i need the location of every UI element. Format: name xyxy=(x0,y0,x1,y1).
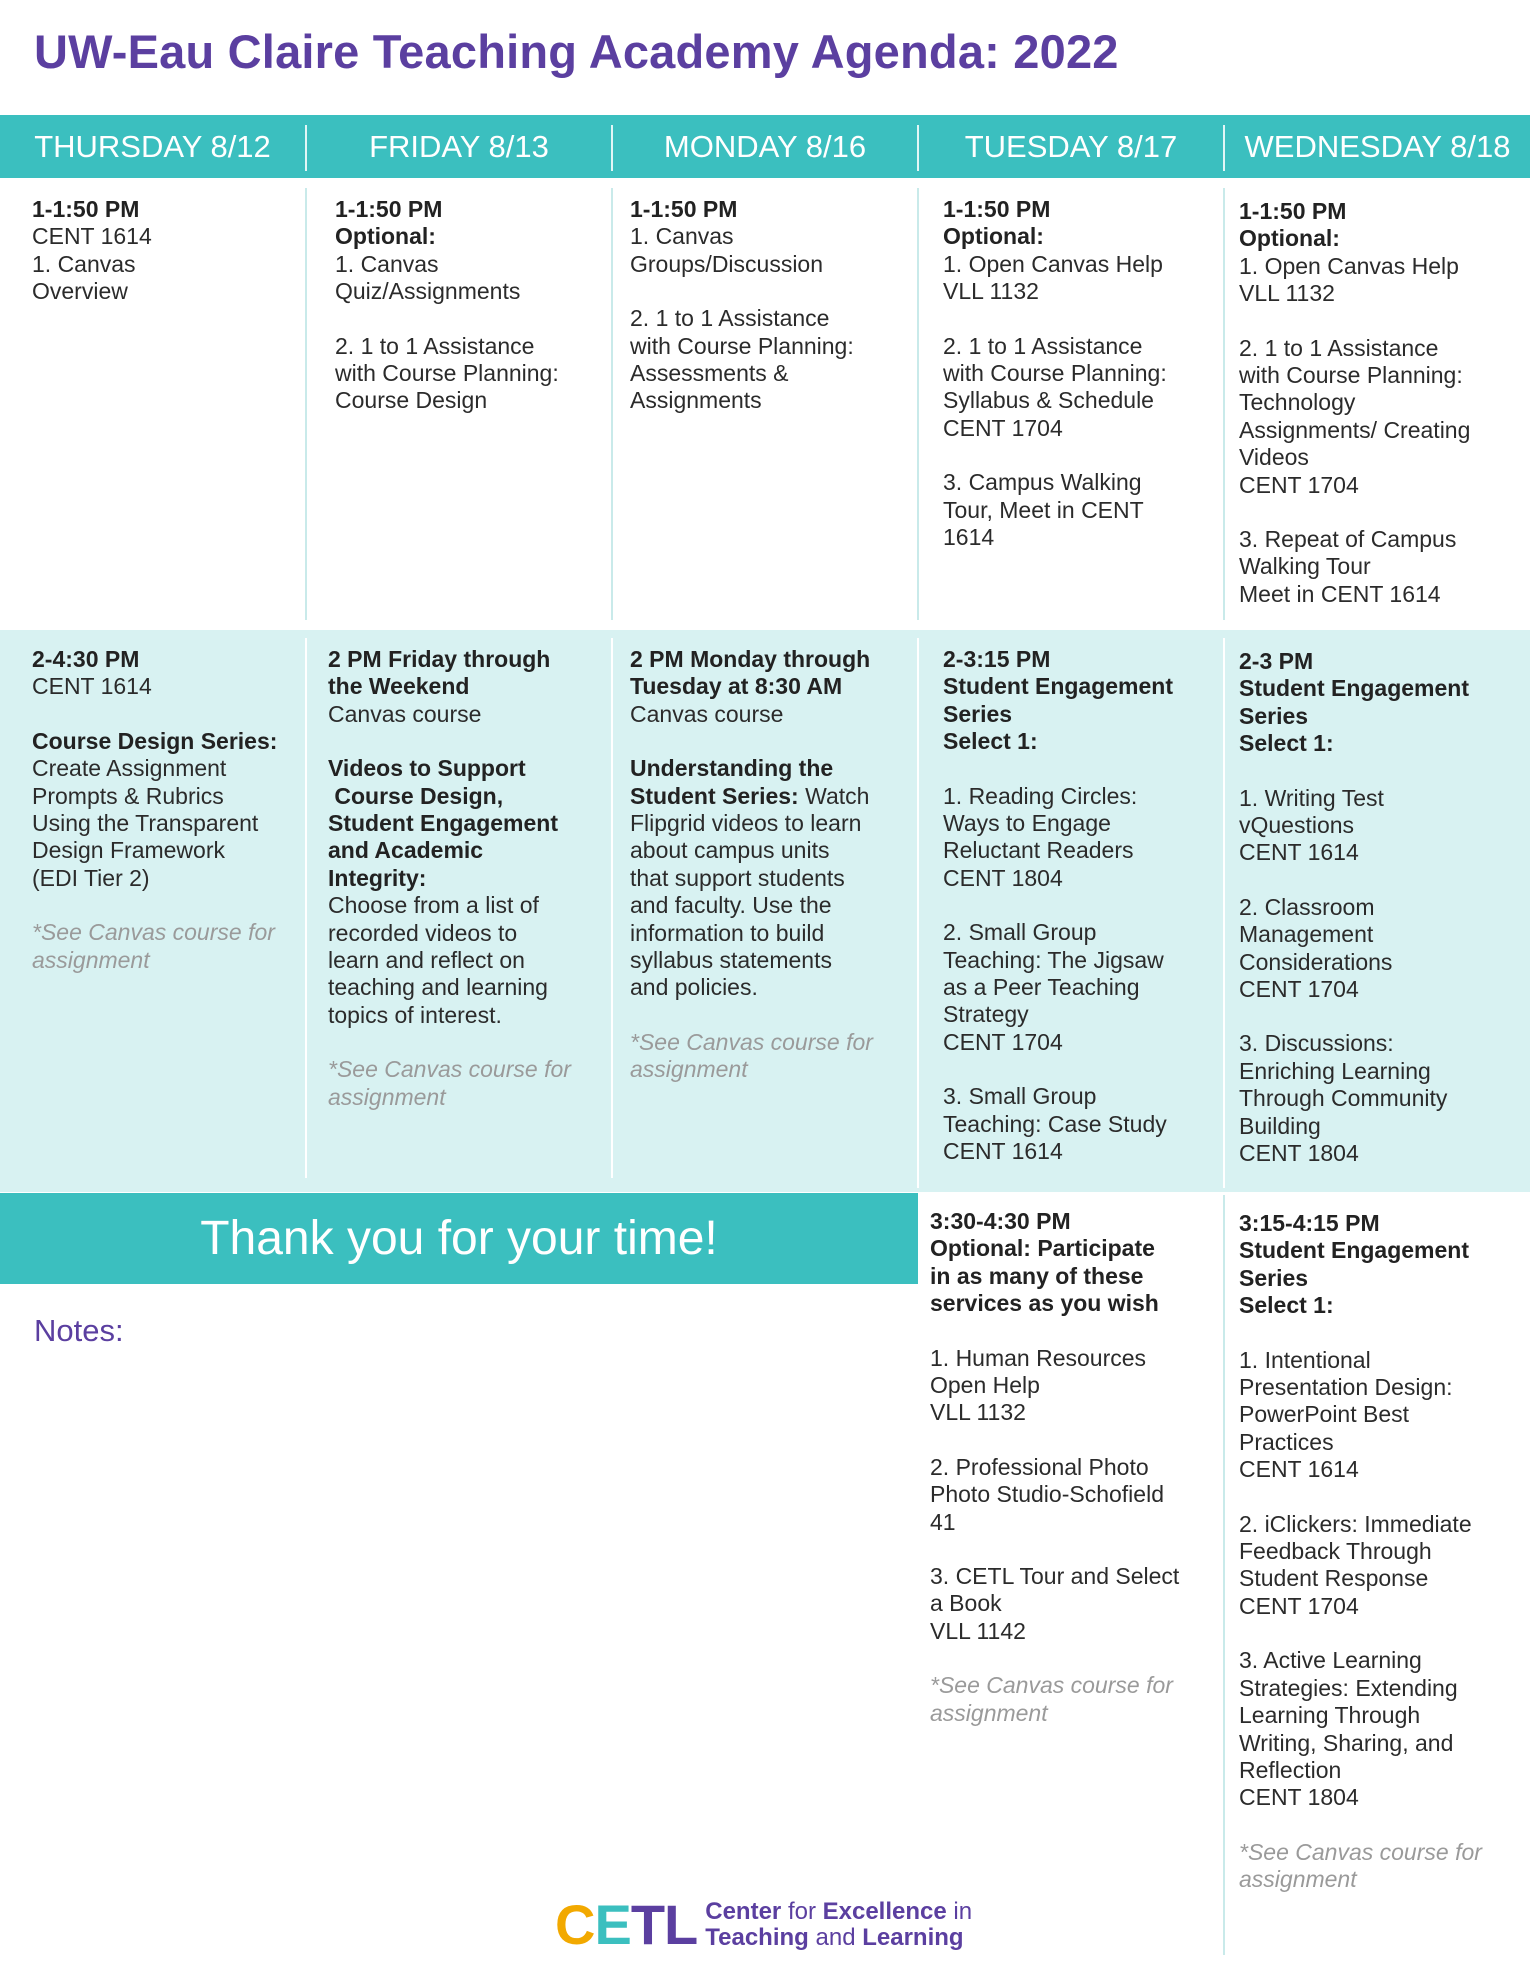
session-text: Assignments/ Creating xyxy=(1239,416,1471,443)
session-text: 1. Canvas xyxy=(335,250,439,277)
session-text: Overview xyxy=(32,278,128,305)
session-text: Quiz/Assignments xyxy=(335,278,521,305)
series-title: Student Engagement xyxy=(1239,675,1470,702)
column-divider xyxy=(611,188,613,620)
session-text: 2. 1 to 1 Assistance xyxy=(943,332,1143,359)
session-text: Student Response xyxy=(1239,1565,1429,1592)
session-friday-1pm xyxy=(335,196,607,415)
session-text: Prompts & Rubrics xyxy=(32,782,224,809)
day-header-thursday: THURSDAY 8/12 xyxy=(34,128,271,164)
session-label: Optional: xyxy=(335,223,436,250)
session-time: 1-1:50 PM xyxy=(943,196,1051,222)
session-text: Create Assignment xyxy=(32,755,227,782)
session-text: 2. Professional Photo xyxy=(930,1453,1149,1480)
column-divider xyxy=(1223,188,1225,620)
session-text: recorded videos to xyxy=(328,919,518,946)
session-time: 2 PM Monday through xyxy=(630,646,871,672)
session-text: Tour, Meet in CENT xyxy=(943,496,1144,523)
session-text: Strategies: Extending xyxy=(1239,1674,1458,1701)
session-room: CENT 1614 xyxy=(32,673,152,700)
session-thursday-2pm xyxy=(32,646,302,974)
session-wednesday-315pm xyxy=(1239,1210,1524,1894)
session-text: 3. Repeat of Campus xyxy=(1239,526,1457,553)
session-time: 2-4:30 PM xyxy=(32,646,140,672)
canvas-note: *See Canvas course for xyxy=(1239,1838,1482,1865)
session-wednesday-1pm xyxy=(1239,198,1524,608)
logo-letter: T xyxy=(630,1893,665,1956)
session-room: CENT 1704 xyxy=(1239,1592,1359,1619)
canvas-note: *See Canvas course for xyxy=(630,1028,873,1055)
logo-letter: C xyxy=(555,1893,595,1956)
session-text: 1. Canvas xyxy=(630,223,734,250)
session-text: Walking Tour xyxy=(1239,553,1371,580)
column-divider xyxy=(305,638,307,1178)
logo-text-part: Teaching xyxy=(705,1924,809,1951)
session-text: Technology xyxy=(1239,389,1356,416)
session-room: CENT 1804 xyxy=(1239,1140,1359,1167)
session-room: CENT 1804 xyxy=(943,864,1063,891)
session-text: and faculty. Use the xyxy=(630,892,832,919)
session-text: 1. Reading Circles: xyxy=(943,782,1138,809)
series-title: Student Engagement xyxy=(1239,1237,1470,1264)
session-label: Optional: xyxy=(943,223,1044,250)
session-text: vQuestions xyxy=(1239,812,1355,839)
canvas-note: assignment xyxy=(930,1699,1048,1726)
logo-text-part: Learning xyxy=(862,1924,964,1951)
session-text: 3. Discussions: xyxy=(1239,1030,1394,1057)
session-time: Tuesday at 8:30 AM xyxy=(630,673,843,700)
day-header-monday: MONDAY 8/16 xyxy=(663,128,867,164)
session-tuesday-330pm xyxy=(930,1208,1220,1727)
session-text: Flipgrid videos to learn xyxy=(630,810,862,837)
logo-text-part: for xyxy=(781,1898,823,1925)
day-header-bar xyxy=(0,115,1530,178)
session-text: 3. CETL Tour and Select xyxy=(930,1563,1180,1590)
session-label: Optional: Participate xyxy=(930,1235,1155,1262)
day-header-tuesday: TUESDAY 8/17 xyxy=(964,128,1178,164)
session-text: a Book xyxy=(930,1590,1002,1617)
column-divider xyxy=(611,638,613,1178)
session-text: 1. Writing Test xyxy=(1239,784,1384,811)
session-text: 1. Canvas xyxy=(32,250,136,277)
session-text: about campus units xyxy=(630,837,830,864)
session-monday-2pm xyxy=(630,646,915,1084)
logo-text-part: Center xyxy=(705,1898,782,1925)
session-room: Meet in CENT 1614 xyxy=(1239,580,1441,607)
session-room: CENT 1614 xyxy=(943,1138,1063,1165)
session-text: Design Framework xyxy=(32,837,225,864)
cetl-logo-mark xyxy=(555,1893,698,1956)
session-room: CENT 1704 xyxy=(1239,471,1359,498)
session-text: PowerPoint Best xyxy=(1239,1401,1410,1428)
session-room: CENT 1704 xyxy=(1239,976,1359,1003)
session-text: Presentation Design: xyxy=(1239,1374,1453,1401)
session-text: Assignments xyxy=(630,387,762,414)
session-text: 2. 1 to 1 Assistance xyxy=(335,332,535,359)
session-text: Practices xyxy=(1239,1428,1334,1455)
session-text: Teaching: The Jigsaw xyxy=(943,946,1164,973)
session-room: CENT 1804 xyxy=(1239,1784,1359,1811)
session-tuesday-1pm xyxy=(943,196,1218,551)
session-room: CENT 1704 xyxy=(943,1028,1063,1055)
page-title: UW-Eau Claire Teaching Academy Agenda: 2022 xyxy=(34,25,1119,78)
session-text: 2. 1 to 1 Assistance xyxy=(630,305,830,332)
session-time: 1-1:50 PM xyxy=(335,196,443,222)
session-text: Through Community xyxy=(1239,1085,1448,1112)
day-header-wednesday: WEDNESDAY 8/18 xyxy=(1244,128,1511,164)
logo-text-part: and xyxy=(808,1924,863,1951)
series-title: Videos to Support xyxy=(328,755,526,782)
session-text: Management xyxy=(1239,921,1374,948)
session-room: VLL 1132 xyxy=(930,1399,1026,1426)
session-text: 3. Active Learning xyxy=(1239,1647,1422,1674)
session-text: Choose from a list of xyxy=(328,892,539,919)
session-room: CENT 1614 xyxy=(1239,1456,1359,1483)
canvas-note: *See Canvas course for xyxy=(32,919,275,946)
series-title: Series xyxy=(1239,702,1309,729)
series-title: Course Design Series: xyxy=(32,727,278,754)
session-room: Canvas course xyxy=(630,700,784,727)
session-wednesday-2pm xyxy=(1239,648,1524,1168)
session-text: syllabus statements xyxy=(630,947,832,974)
session-room: VLL 1142 xyxy=(930,1617,1026,1644)
series-title: Student Series: xyxy=(630,782,799,809)
session-time: 2 PM Friday through xyxy=(328,646,551,672)
series-title: Understanding the xyxy=(630,755,834,782)
canvas-note: *See Canvas course for xyxy=(328,1056,571,1083)
series-select: Select 1: xyxy=(1239,730,1334,757)
session-room: Canvas course xyxy=(328,700,482,727)
session-text: 1. Open Canvas Help xyxy=(1239,252,1459,279)
session-text: topics of interest. xyxy=(328,1001,502,1028)
session-text: 2. iClickers: Immediate xyxy=(1239,1510,1472,1537)
session-room: CENT 1704 xyxy=(943,414,1063,441)
series-title: Student Engagement xyxy=(328,810,559,837)
session-text: 1. Human Resources xyxy=(930,1344,1147,1371)
session-label: Optional: xyxy=(1239,225,1340,252)
series-select: Select 1: xyxy=(1239,1292,1334,1319)
column-divider xyxy=(917,188,919,620)
session-text: Writing, Sharing, and xyxy=(1239,1729,1454,1756)
day-header-friday: FRIDAY 8/13 xyxy=(369,128,549,164)
canvas-note: assignment xyxy=(328,1083,446,1110)
session-text: Strategy xyxy=(943,1001,1029,1028)
series-select: Select 1: xyxy=(943,728,1038,755)
session-text: Ways to Engage xyxy=(943,810,1111,837)
session-room: VLL 1132 xyxy=(1239,280,1335,307)
cetl-logo-text xyxy=(705,1899,972,1951)
session-text: (EDI Tier 2) xyxy=(32,864,150,891)
session-room: CENT 1614 xyxy=(1239,839,1359,866)
session-text: Reflection xyxy=(1239,1756,1342,1783)
session-tuesday-2pm xyxy=(943,646,1218,1166)
session-text: Assessments & xyxy=(630,360,789,387)
session-time: 2-3 PM xyxy=(1239,648,1314,674)
session-text: 2. Small Group xyxy=(943,919,1097,946)
session-text: teaching and learning xyxy=(328,974,548,1001)
column-divider xyxy=(1223,1195,1225,1955)
session-time: the Weekend xyxy=(328,673,470,700)
cetl-logo xyxy=(555,1895,972,1955)
canvas-note: *See Canvas course for xyxy=(930,1672,1173,1699)
session-text: 1. Open Canvas Help xyxy=(943,250,1163,277)
series-title: Series xyxy=(1239,1264,1309,1291)
session-text: Course Design xyxy=(335,387,488,414)
session-text: 3. Small Group xyxy=(943,1083,1097,1110)
session-text: Building xyxy=(1239,1112,1321,1139)
series-title: and Academic xyxy=(328,837,484,864)
session-text: with Course Planning: xyxy=(1239,362,1463,389)
logo-text-part: in xyxy=(946,1898,973,1925)
session-time: 3:30-4:30 PM xyxy=(930,1208,1071,1234)
session-text: 1. Intentional xyxy=(1239,1346,1371,1373)
session-text: Learning Through xyxy=(1239,1702,1421,1729)
session-text: Watch xyxy=(798,782,870,809)
canvas-note: assignment xyxy=(630,1056,748,1083)
session-text: 2. Classroom xyxy=(1239,893,1375,920)
series-title: Student Engagement xyxy=(943,673,1174,700)
session-friday-2pm xyxy=(328,646,608,1111)
session-text: and policies. xyxy=(630,974,758,1001)
session-text: Photo Studio-Schofield xyxy=(930,1481,1164,1508)
session-time: 1-1:50 PM xyxy=(1239,198,1347,224)
session-text: with Course Planning: xyxy=(630,332,854,359)
session-text: as a Peer Teaching xyxy=(943,974,1140,1001)
session-text: information to build xyxy=(630,919,825,946)
canvas-note: assignment xyxy=(32,946,150,973)
session-label: services as you wish xyxy=(930,1290,1159,1317)
session-room: CENT 1614 xyxy=(32,223,152,250)
session-text: 3. Campus Walking xyxy=(943,469,1142,496)
session-text: that support students xyxy=(630,864,845,891)
column-divider xyxy=(1223,638,1225,1188)
session-text: Syllabus & Schedule xyxy=(943,387,1154,414)
logo-letter: L xyxy=(664,1893,698,1956)
series-title: Integrity: xyxy=(328,864,427,891)
session-thursday-1pm xyxy=(32,196,297,306)
session-text: with Course Planning: xyxy=(335,360,559,387)
session-text: Considerations xyxy=(1239,948,1393,975)
series-title: Course Design, xyxy=(328,782,504,809)
notes-label: Notes: xyxy=(34,1313,124,1348)
session-text: Reluctant Readers xyxy=(943,837,1134,864)
session-text: Feedback Through xyxy=(1239,1538,1432,1565)
session-room: 41 xyxy=(930,1508,956,1535)
session-text: Teaching: Case Study xyxy=(943,1110,1167,1137)
session-text: with Course Planning: xyxy=(943,360,1167,387)
session-time: 3:15-4:15 PM xyxy=(1239,1210,1380,1236)
session-label: in as many of these xyxy=(930,1262,1144,1289)
session-text: Videos xyxy=(1239,444,1309,471)
session-text: Using the Transparent xyxy=(32,810,259,837)
column-divider xyxy=(305,188,307,620)
thank-you-banner: Thank you for your time! xyxy=(0,1193,918,1284)
canvas-note: assignment xyxy=(1239,1866,1357,1893)
logo-letter: E xyxy=(594,1893,631,1956)
session-text: Enriching Learning xyxy=(1239,1057,1431,1084)
session-text: Open Help xyxy=(930,1372,1040,1399)
session-monday-1pm xyxy=(630,196,910,415)
session-time: 1-1:50 PM xyxy=(32,196,140,222)
session-text: learn and reflect on xyxy=(328,947,525,974)
session-time: 2-3:15 PM xyxy=(943,646,1051,672)
series-title: Series xyxy=(943,700,1013,727)
session-text: Groups/Discussion xyxy=(630,250,824,277)
logo-text-part: Excellence xyxy=(822,1898,947,1925)
column-divider xyxy=(917,638,919,1188)
session-time: 1-1:50 PM xyxy=(630,196,738,222)
session-room: VLL 1132 xyxy=(943,278,1039,305)
session-text: 2. 1 to 1 Assistance xyxy=(1239,334,1439,361)
session-room: 1614 xyxy=(943,524,995,551)
